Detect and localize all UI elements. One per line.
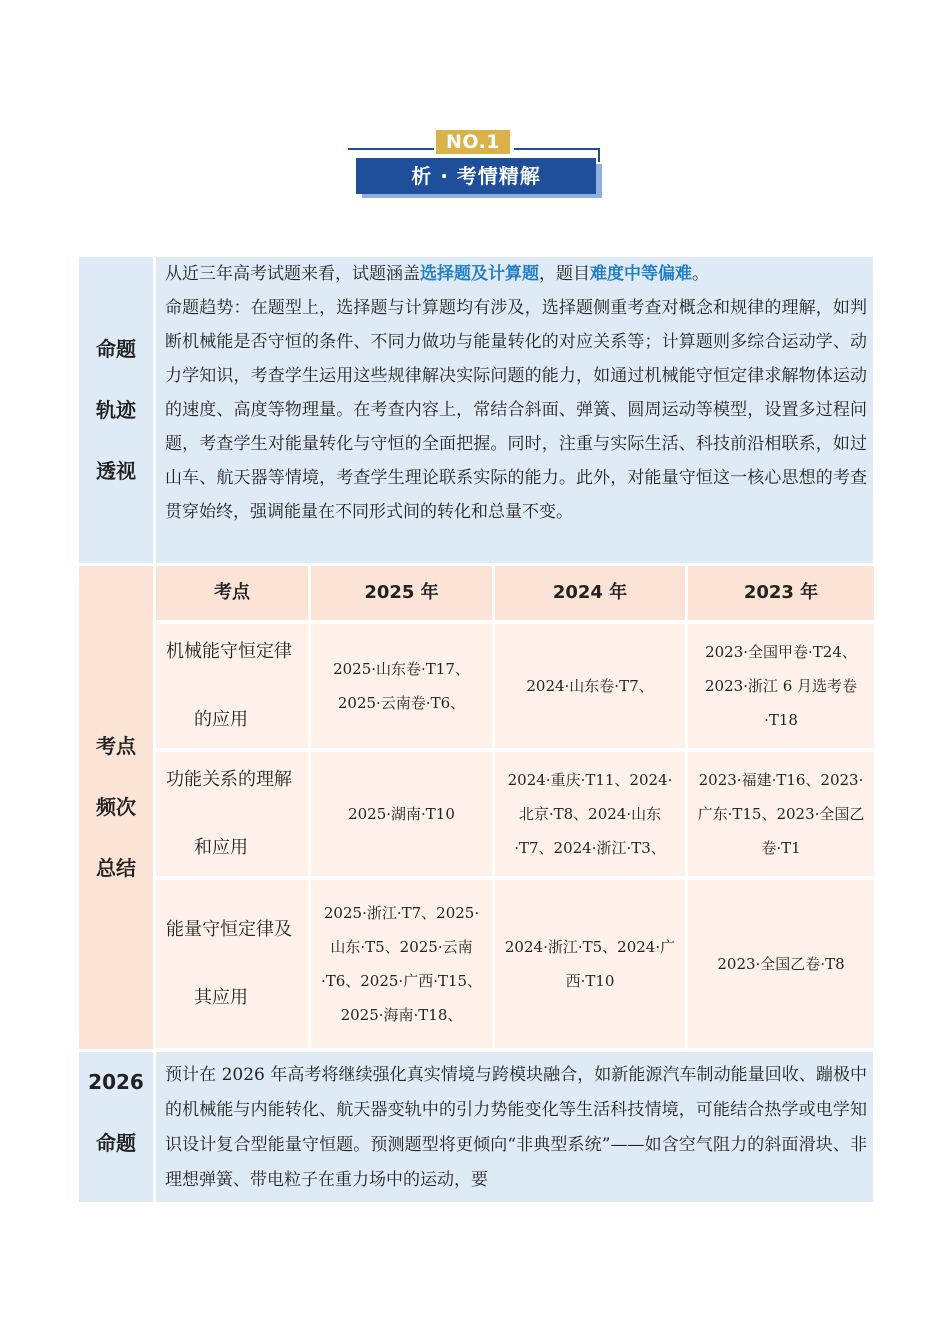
topic-cell	[156, 752, 308, 876]
header-2025: 2025 年	[311, 566, 492, 620]
topic-line: 能量守恒定律及	[166, 919, 292, 940]
track-body: 命题趋势：在题型上，选择题与计算题均有涉及，选择题侧重考查对概念和规律的理解，如判断机械能是否守恒的条件、不同力做功与能量转化的对应关系等；计算题则多综合运动学、动力学知识，考查学生运用这些规律解决实际问题的能力，如通过机械能守恒定律求解物体运动的速度、高度等物理量。在考查内容上，常结合斜面、弹簧、圆周运动等模型，设置多过程问题，考查学生对能量转化与守恒的全面把握。同时，注重与实际生活、科技前沿相联系，如过山车、航天器等情境，考查学生理论联系实际的能力。此外，对能量守恒这一核心思想的考查贯穿始终，强调能量在不同形式间的转化和总量不变。	[165, 298, 867, 522]
banner-title: 析 · 考情精解	[411, 164, 541, 188]
cell-2023: 2023·全国乙卷·T8	[688, 880, 874, 1048]
forecast-label-line: 2026	[88, 1070, 144, 1094]
summary-row	[79, 566, 873, 1052]
cell-2023: 2023·全国甲卷·T24、2023·浙江 6 月选考卷·T18	[688, 624, 874, 748]
summary-label-line: 考点	[96, 734, 136, 758]
banner-badge: NO.1	[436, 130, 510, 154]
track-row	[79, 257, 873, 566]
track-label	[79, 257, 156, 563]
topic-cell	[156, 624, 308, 748]
track-label-line: 轨迹	[96, 397, 136, 422]
cell-2024: 2024·重庆·T11、2024·北京·T8、2024·山东·T7、2024·浙江·T3、	[495, 752, 685, 876]
banner-line-right	[514, 148, 600, 150]
banner-bar	[356, 158, 596, 194]
cell-2025: 2025·湖南·T10	[311, 752, 492, 876]
topic-line: 功能关系的理解	[166, 769, 292, 790]
forecast-label	[79, 1052, 156, 1202]
topic-line: 其应用	[194, 987, 248, 1008]
cell-2025: 2025·山东卷·T17、2025·云南卷·T6、	[311, 624, 492, 748]
track-content	[156, 257, 873, 563]
track-label-line: 命题	[96, 336, 136, 361]
intro-text: 。	[692, 264, 709, 284]
cell-2024: 2024·浙江·T5、2024·广西·T10	[495, 880, 685, 1048]
cell-2025: 2025·浙江·T7、2025·山东·T5、2025·云南·T6、2025·广西·T15、2025·海南·T18、	[311, 880, 492, 1048]
topic-line: 机械能守恒定律	[166, 641, 292, 662]
intro-text: 从近三年高考试题来看，试题涵盖	[165, 264, 420, 284]
intro-text: ，题目	[539, 264, 590, 284]
track-label-line: 透视	[96, 458, 136, 483]
header-topic: 考点	[156, 566, 308, 620]
track-intro	[165, 257, 867, 291]
analysis-table	[79, 257, 873, 1202]
forecast-label-line: 命题	[95, 1131, 136, 1155]
frequency-table	[156, 566, 874, 1049]
cell-2024: 2024·山东卷·T7、	[495, 624, 685, 748]
forecast-content	[156, 1052, 873, 1202]
cell-2023: 2023·福建·T16、2023·广东·T15、2023·全国乙卷·T1	[688, 752, 874, 876]
intro-highlight-difficulty: 难度中等偏难	[590, 264, 692, 284]
topic-line: 的应用	[194, 709, 248, 730]
banner-line-left	[348, 148, 434, 150]
header-2024: 2024 年	[495, 566, 685, 620]
summary-label	[79, 566, 156, 1049]
topic-cell	[156, 880, 308, 1048]
topic-line: 和应用	[194, 837, 248, 858]
forecast-text: 预计在 2026 年高考将继续强化真实情境与跨模块融合，如新能源汽车制动能量回收、蹦极中的机械能与内能转化、航天器变轨中的引力势能变化等生活科技情境，可能结合热学或电学知识设计复合型能量守恒题。预测题型将更倾向“非典型系统”——如含空气阻力的斜面滑块、非理想弹簧、带电粒子在重力场中的运动，要	[165, 1065, 867, 1190]
banner-line-corner	[598, 148, 600, 162]
summary-label-line: 总结	[96, 856, 136, 880]
header-2023: 2023 年	[688, 566, 874, 620]
section-banner	[348, 128, 602, 200]
forecast-row	[79, 1052, 873, 1202]
intro-highlight-types: 选择题及计算题	[420, 264, 539, 284]
summary-label-line: 频次	[96, 795, 136, 819]
